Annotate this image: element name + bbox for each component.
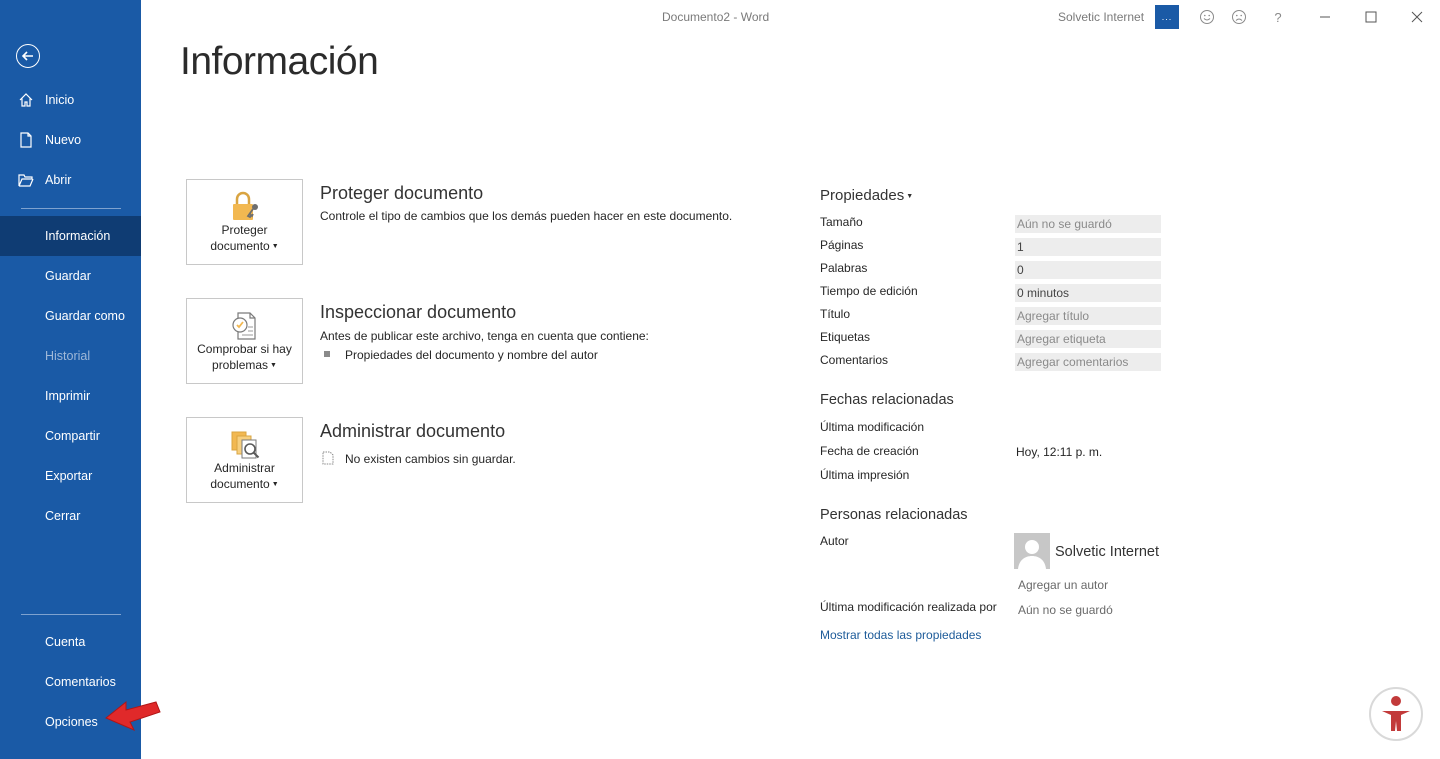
frown-icon[interactable] (1230, 8, 1248, 26)
nav-comentarios-label: Comentarios (45, 675, 116, 689)
protect-line1: Proteger (221, 223, 268, 238)
prop-editing-time-value: 0 minutos (1015, 284, 1161, 302)
prop-comments-label: Comentarios (820, 353, 889, 367)
check-issues-label (197, 341, 292, 374)
prop-size-label: Tamaño (820, 215, 863, 229)
manage-title: Administrar documento (320, 421, 506, 441)
prop-comments-input[interactable]: Agregar comentarios (1015, 353, 1161, 371)
nav-nuevo[interactable] (0, 120, 141, 160)
nav-cuenta[interactable] (0, 622, 141, 662)
inspect-title: Inspeccionar documento (320, 302, 517, 322)
protect-line2: documento (210, 239, 270, 254)
nav-compartir[interactable] (0, 416, 141, 456)
properties-heading-label: Propiedades (820, 187, 905, 204)
nav-inicio[interactable] (0, 80, 141, 120)
manage-document-icon (228, 428, 262, 462)
protect-description: Controle el tipo de cambios que los demás pueden hacer en este documento. (320, 209, 733, 223)
account-avatar[interactable] (1155, 5, 1179, 29)
lock-key-icon (228, 190, 262, 224)
nav-exportar-label: Exportar (45, 469, 93, 483)
minimize-icon[interactable] (1316, 8, 1334, 26)
inspect-document-icon (228, 309, 262, 343)
nav-cerrar-label: Cerrar (45, 509, 81, 523)
sidebar-separator (21, 208, 121, 209)
inspect-description: Antes de publicar este archivo, tenga en cuenta que contiene: (320, 329, 649, 343)
account-name[interactable]: Solvetic Internet (1058, 10, 1145, 24)
prop-editing-time-label: Tiempo de edición (820, 284, 918, 298)
prop-pages-value: 1 (1015, 238, 1161, 256)
open-folder-icon (18, 172, 34, 188)
nav-nuevo-label: Nuevo (45, 133, 82, 147)
author-avatar (1014, 533, 1050, 569)
sidebar-separator (21, 614, 121, 615)
red-arrow-annotation (104, 696, 162, 734)
author-label: Autor (820, 534, 849, 548)
prop-size-value: Aún no se guardó (1015, 215, 1161, 233)
people-heading: Personas relacionadas (820, 507, 968, 523)
nav-historial-label: Historial (45, 349, 91, 363)
inspect-bullet: Propiedades del documento y nombre del autor (345, 348, 598, 362)
last-modified-by-label: Última modificación realizada por (820, 600, 997, 614)
dropdown-caret-icon: ▼ (906, 192, 914, 200)
protect-document-button[interactable] (186, 179, 303, 265)
home-icon (18, 92, 34, 108)
created-value: Hoy, 12:11 p. m. (1016, 445, 1103, 459)
inspect-line1: Comprobar si hay (197, 342, 292, 357)
manage-document-label (210, 460, 278, 493)
nav-cerrar[interactable] (0, 496, 141, 536)
properties-heading[interactable] (820, 187, 913, 204)
nav-compartir-label: Compartir (45, 429, 100, 443)
close-icon[interactable] (1408, 8, 1426, 26)
manage-line2: documento (210, 477, 270, 492)
nav-exportar[interactable] (0, 456, 141, 496)
nav-abrir-label: Abrir (45, 173, 72, 187)
back-button[interactable] (16, 44, 40, 68)
check-issues-button[interactable] (186, 298, 303, 384)
last-printed-label: Última impresión (820, 468, 910, 482)
nav-historial (0, 336, 141, 376)
nav-guardar-label: Guardar (45, 269, 91, 283)
nav-cuenta-label: Cuenta (45, 635, 86, 649)
page-title: Información (180, 40, 379, 83)
bullet-icon (324, 351, 330, 357)
new-document-icon (18, 132, 34, 148)
nav-inicio-label: Inicio (45, 93, 75, 107)
watermark-logo (1368, 686, 1424, 742)
manage-document-button[interactable] (186, 417, 303, 503)
dropdown-caret-icon: ▼ (271, 481, 279, 488)
show-all-properties-link[interactable]: Mostrar todas las propiedades (820, 628, 982, 642)
nav-opciones-label: Opciones (45, 715, 98, 729)
created-label: Fecha de creación (820, 444, 919, 458)
back-arrow-icon (21, 49, 35, 63)
nav-guardar-como[interactable] (0, 296, 141, 336)
prop-words-label: Palabras (820, 261, 868, 275)
window-title: Documento2 - Word (662, 10, 770, 24)
author-name: Solvetic Internet (1055, 544, 1159, 560)
document-status-icon (321, 451, 335, 465)
prop-tags-label: Etiquetas (820, 330, 871, 344)
account-avatar-text: ... (1161, 12, 1173, 22)
nav-abrir[interactable] (0, 160, 141, 200)
maximize-icon[interactable] (1362, 8, 1380, 26)
prop-title-input[interactable]: Agregar título (1015, 307, 1161, 325)
nav-informacion[interactable] (0, 216, 141, 256)
manage-line1: Administrar (214, 461, 275, 476)
manage-status: No existen cambios sin guardar. (345, 452, 516, 466)
nav-imprimir[interactable] (0, 376, 141, 416)
prop-title-label: Título (820, 307, 851, 321)
help-icon[interactable]: ? (1274, 9, 1282, 25)
add-author-input[interactable]: Agregar un autor (1018, 578, 1109, 592)
inspect-line2: problemas (212, 358, 269, 373)
nav-imprimir-label: Imprimir (45, 389, 91, 403)
dropdown-caret-icon: ▼ (270, 362, 277, 369)
nav-guardar-como-label: Guardar como (45, 309, 125, 323)
backstage-sidebar (0, 0, 141, 759)
prop-tags-input[interactable]: Agregar etiqueta (1015, 330, 1161, 348)
prop-pages-label: Páginas (820, 238, 864, 252)
nav-guardar[interactable] (0, 256, 141, 296)
prop-words-value: 0 (1015, 261, 1161, 279)
smile-icon[interactable] (1198, 8, 1216, 26)
last-modified-by-value: Aún no se guardó (1018, 603, 1113, 617)
protect-document-label (210, 222, 278, 255)
dropdown-caret-icon: ▼ (271, 243, 279, 250)
dates-heading: Fechas relacionadas (820, 392, 954, 408)
last-modified-label: Última modificación (820, 420, 925, 434)
protect-title: Proteger documento (320, 183, 484, 203)
person-icon (1014, 533, 1050, 569)
nav-informacion-label: Información (45, 229, 111, 243)
